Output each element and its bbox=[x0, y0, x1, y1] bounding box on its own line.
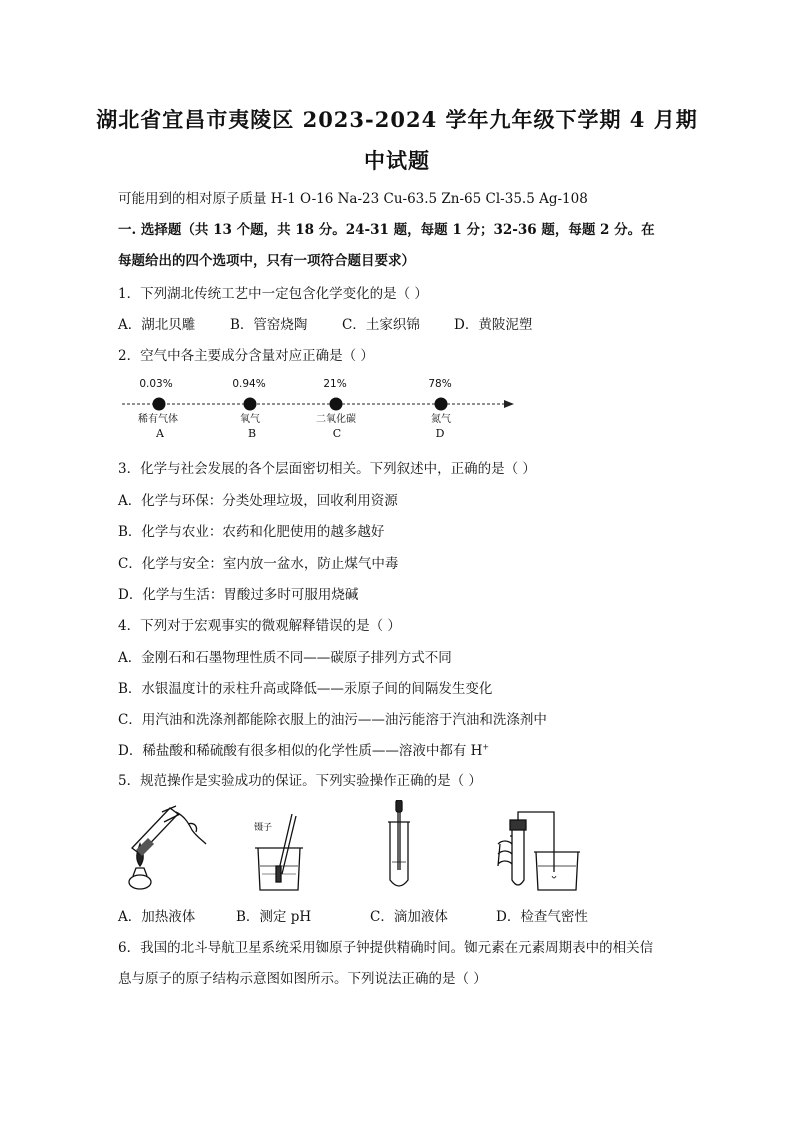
hydrogen-ion-superscript: + bbox=[482, 742, 490, 752]
point-b-percent: 0.94% bbox=[232, 378, 266, 390]
point-d-name: 氮气 bbox=[431, 414, 451, 425]
axis-point-d bbox=[428, 378, 451, 440]
point-d-letter: D bbox=[435, 427, 445, 440]
point-c-name: 二氧化碳 bbox=[316, 414, 356, 425]
question-6-line1: 6．我国的北斗导航卫星系统采用铷原子钟提供精确时间。铷元素在元素周期表中的相关信 bbox=[118, 940, 654, 956]
atomic-masses: 可能用到的相对原子质量 H-1 O-16 Na-23 Cu-63.5 Zn-65 Cl-35.5 Ag-108 bbox=[118, 191, 588, 207]
option-d-text: D．稀盐酸和稀硫酸有很多相似的化学性质——溶液中都有 H bbox=[118, 743, 483, 759]
question-6-line2: 息与原子的原子结构示意图如图所示。下列说法正确的是（ ） bbox=[118, 971, 487, 987]
option-b: B．测定 pH bbox=[236, 909, 312, 925]
point-c-dot bbox=[330, 398, 343, 411]
ph-test-figure bbox=[248, 800, 328, 895]
axis-point-b bbox=[232, 378, 265, 440]
question-4-option-a: A．金刚石和石墨物理性质不同——碳原子排列方式不同 bbox=[118, 650, 452, 666]
point-a-name: 稀有气体 bbox=[138, 414, 178, 425]
axis-arrowhead bbox=[504, 400, 514, 408]
point-c-letter: C bbox=[332, 427, 342, 440]
question-3-stem: 3．化学与社会发展的各个层面密切相关。下列叙述中，正确的是（ ） bbox=[118, 461, 536, 477]
point-b-letter: B bbox=[247, 427, 257, 440]
question-4-option-c: C．用汽油和洗涤剂都能除衣服上的油污——油污能溶于汽油和洗涤剂中 bbox=[118, 712, 547, 728]
point-a-letter: A bbox=[156, 427, 164, 440]
point-d-percent: 78% bbox=[428, 378, 452, 390]
point-a-percent: 0.03% bbox=[139, 378, 173, 390]
section-heading: 一. 选择题（共 13 个题，共 18 分。24-31 题，每题 1 分；32-36 题，每题 2 分。在 bbox=[118, 222, 655, 238]
question-5-options bbox=[118, 905, 588, 925]
option-b: B．管窑烧陶 bbox=[230, 317, 308, 333]
axis-point-c bbox=[316, 378, 356, 440]
question-2-stem: 2．空气中各主要成分含量对应正确是（ ） bbox=[118, 348, 374, 364]
tweezers-label: 镊子 bbox=[254, 823, 273, 833]
question-4-option-b: B．水银温度计的汞柱升高或降低——汞原子间的间隔发生变化 bbox=[118, 681, 493, 697]
option-c: C．土家织锦 bbox=[342, 317, 420, 333]
point-b-name: 氧气 bbox=[240, 414, 260, 425]
point-b-dot bbox=[244, 398, 257, 411]
question-4-option-d bbox=[118, 739, 489, 759]
q5-figures bbox=[118, 800, 678, 895]
option-c: C．滴加液体 bbox=[370, 909, 448, 925]
point-a-dot bbox=[153, 398, 166, 411]
option-d: D．黄陂泥塑 bbox=[454, 317, 533, 333]
point-d-dot bbox=[435, 398, 448, 411]
option-a: A．加热液体 bbox=[118, 909, 196, 925]
option-d: D．检查气密性 bbox=[496, 909, 588, 925]
question-3-option-a: A．化学与环保：分类处理垃圾，回收利用资源 bbox=[118, 493, 398, 509]
exam-title-line1: 湖北省宜昌市夷陵区 2023-2024 学年九年级下学期 4 月期 bbox=[96, 107, 698, 132]
question-1-stem: 1．下列湖北传统工艺中一定包含化学变化的是（ ） bbox=[118, 286, 428, 302]
question-3-option-d: D．化学与生活：胃酸过多时可服用烧碱 bbox=[118, 587, 359, 603]
air-composition-axis bbox=[118, 370, 528, 445]
dropping-liquid-figure bbox=[380, 800, 430, 895]
question-1-options bbox=[118, 313, 532, 333]
section-instructions: 每题给出的四个选项中，只有一项符合题目要求） bbox=[118, 253, 415, 269]
point-c-percent: 21% bbox=[323, 378, 347, 390]
option-a: A．湖北贝雕 bbox=[118, 317, 196, 333]
question-3-option-c: C．化学与安全：室内放一盆水，防止煤气中毒 bbox=[118, 556, 399, 572]
axis-point-a bbox=[138, 378, 178, 440]
question-4-stem: 4．下列对于宏观事实的微观解释错误的是（ ） bbox=[118, 618, 401, 634]
heating-liquid-figure bbox=[118, 800, 208, 895]
airtightness-check-figure bbox=[494, 800, 584, 895]
question-3-option-b: B．化学与农业：农药和化肥使用的越多越好 bbox=[118, 524, 385, 540]
question-5-stem: 5．规范操作是实验成功的保证。下列实验操作正确的是（ ） bbox=[118, 773, 482, 789]
exam-title-line2: 中试题 bbox=[364, 148, 430, 173]
